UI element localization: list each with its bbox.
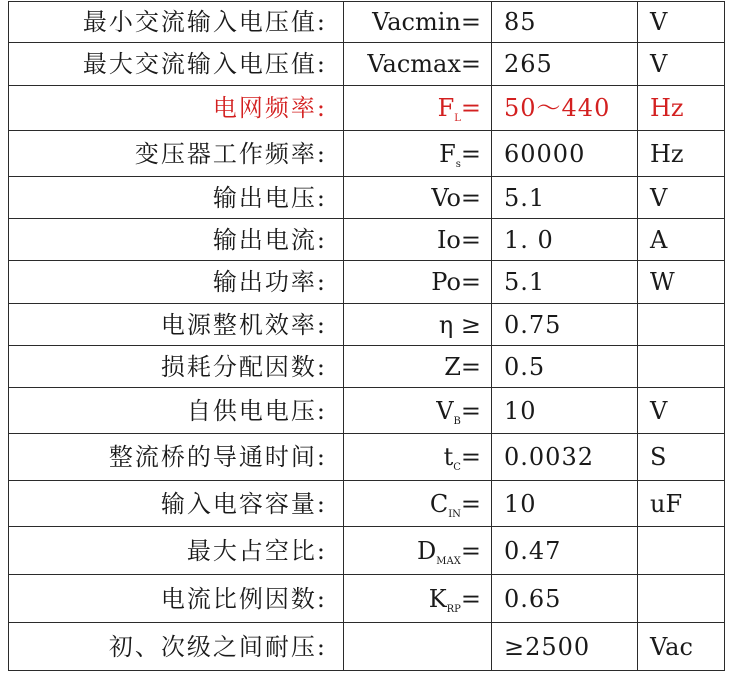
table-row <box>9 434 725 481</box>
symbol-equals: = <box>460 396 481 425</box>
table-row <box>9 304 725 346</box>
param-unit: S <box>638 434 725 481</box>
param-label: 整流桥的导通时间: <box>9 434 344 481</box>
param-symbol <box>344 304 492 346</box>
param-label: 电流比例因数: <box>9 575 344 623</box>
param-symbol <box>344 575 492 623</box>
param-label: 电源整机效率: <box>9 304 344 346</box>
param-value: 10 <box>492 481 638 527</box>
symbol-subscript: B <box>453 415 461 427</box>
param-unit <box>638 527 725 575</box>
param-symbol <box>344 434 492 481</box>
symbol-subscript: C <box>453 462 461 473</box>
symbol-main: Vacmax= <box>367 50 481 78</box>
param-unit: A <box>638 219 725 261</box>
table-row <box>9 131 725 177</box>
param-value: 0.75 <box>492 304 638 346</box>
param-value: 50～440 <box>492 86 638 131</box>
table-row <box>9 219 725 261</box>
symbol-main: K <box>428 584 447 613</box>
param-label: 最大交流输入电压值: <box>9 43 344 86</box>
param-label: 变压器工作频率: <box>9 131 344 177</box>
symbol-equals: = <box>460 139 481 168</box>
table-row <box>9 261 725 304</box>
param-label: 输入电容容量: <box>9 481 344 527</box>
symbol-subscript: L <box>454 113 461 124</box>
symbol-main: D <box>417 536 437 565</box>
table-row <box>9 575 725 623</box>
table-row <box>9 527 725 575</box>
param-unit: W <box>638 261 725 304</box>
symbol-main: Vacmin= <box>372 8 481 36</box>
symbol-equals: = <box>460 584 481 613</box>
param-value: 5.1 <box>492 177 638 219</box>
param-symbol <box>344 346 492 388</box>
param-label: 损耗分配因数: <box>9 346 344 388</box>
symbol-main: η ≥ <box>438 310 481 339</box>
param-unit <box>638 304 725 346</box>
symbol-subscript: s <box>455 158 461 170</box>
table-row <box>9 43 725 86</box>
param-label: 初、次级之间耐压: <box>9 623 344 671</box>
param-label: 输出功率: <box>9 261 344 304</box>
symbol-main: V <box>436 396 454 425</box>
param-value: 60000 <box>492 131 638 177</box>
table-row <box>9 177 725 219</box>
param-unit <box>638 346 725 388</box>
table-row <box>9 346 725 388</box>
param-unit: Hz <box>638 131 725 177</box>
param-label: 输出电压: <box>9 177 344 219</box>
table-row <box>9 388 725 434</box>
param-label: 最小交流输入电压值: <box>9 2 344 43</box>
param-symbol <box>344 261 492 304</box>
param-unit: V <box>638 177 725 219</box>
symbol-main: Po= <box>431 268 481 296</box>
param-value: 0.5 <box>492 346 638 388</box>
param-value: 265 <box>492 43 638 86</box>
param-unit: Vac <box>638 623 725 671</box>
table-row <box>9 623 725 671</box>
param-symbol <box>344 623 492 671</box>
param-symbol <box>344 131 492 177</box>
param-value: 0.47 <box>492 527 638 575</box>
param-symbol <box>344 481 492 527</box>
param-value: 0.0032 <box>492 434 638 481</box>
symbol-equals: = <box>460 536 481 565</box>
param-value: 85 <box>492 2 638 43</box>
symbol-main: Io= <box>436 225 481 254</box>
param-unit: V <box>638 43 725 86</box>
symbol-equals: = <box>460 489 481 518</box>
param-label: 输出电流: <box>9 219 344 261</box>
param-symbol <box>344 527 492 575</box>
param-label: 电网频率: <box>9 86 344 131</box>
param-symbol <box>344 219 492 261</box>
param-unit: V <box>638 2 725 43</box>
symbol-main: F <box>439 139 456 168</box>
symbol-equals: = <box>460 94 481 122</box>
param-value: 5.1 <box>492 261 638 304</box>
param-value: 10 <box>492 388 638 434</box>
param-unit <box>638 575 725 623</box>
symbol-main: C <box>429 489 449 518</box>
parameter-sheet <box>8 1 724 671</box>
param-value: 0.65 <box>492 575 638 623</box>
param-symbol <box>344 388 492 434</box>
symbol-subscript: IN <box>448 508 461 520</box>
symbol-main: F <box>437 94 455 122</box>
param-symbol <box>344 86 492 131</box>
table-row <box>9 481 725 527</box>
symbol-main: t <box>443 443 454 471</box>
parameter-table <box>8 1 725 671</box>
param-label: 最大占空比: <box>9 527 344 575</box>
table-row <box>9 86 725 131</box>
symbol-subscript: MAX <box>436 555 461 567</box>
param-symbol <box>344 177 492 219</box>
param-symbol <box>344 43 492 86</box>
symbol-equals: = <box>460 443 481 471</box>
symbol-main: Z= <box>444 352 481 381</box>
table-row <box>9 2 725 43</box>
param-unit: V <box>638 388 725 434</box>
param-unit: Hz <box>638 86 725 131</box>
param-label: 自供电电压: <box>9 388 344 434</box>
param-unit: uF <box>638 481 725 527</box>
param-symbol <box>344 2 492 43</box>
symbol-main: Vo= <box>431 183 481 212</box>
symbol-subscript: RP <box>446 603 461 615</box>
param-value: ≥2500 <box>492 623 638 671</box>
param-value: 1. 0 <box>492 219 638 261</box>
